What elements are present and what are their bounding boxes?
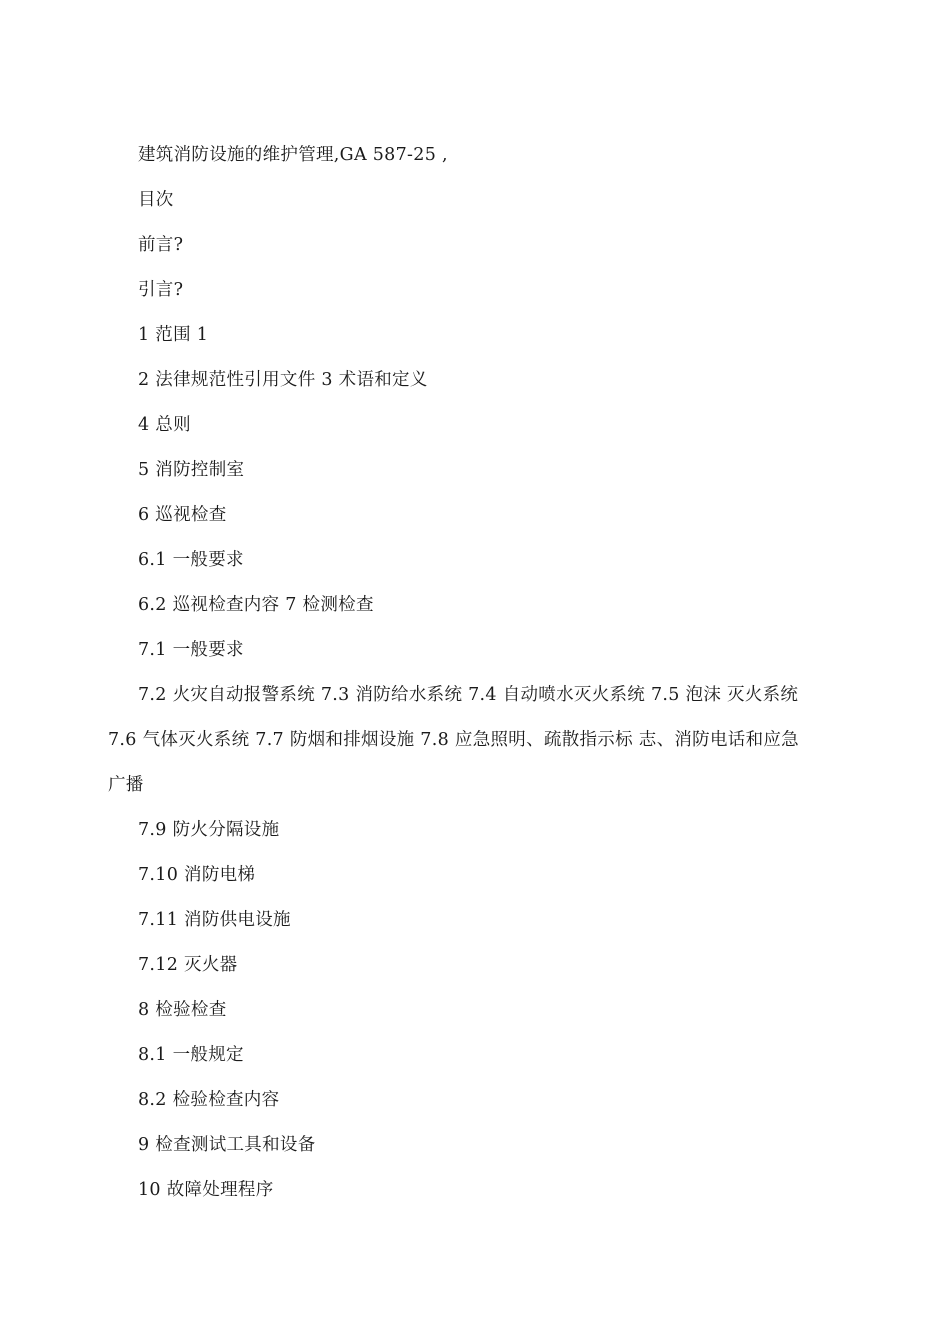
- toc-entry-7-9: 7.9 防火分隔设施: [138, 820, 280, 840]
- toc-entry-introduction: 引言?: [138, 280, 184, 300]
- toc-entry-7-1: 7.1 一般要求: [138, 640, 244, 660]
- toc-entry-4: 4 总则: [138, 415, 191, 435]
- toc-entry-2-3: 2 法律规范性引用文件 3 术语和定义: [138, 370, 428, 390]
- toc-entry-6-1: 6.1 一般要求: [138, 550, 244, 570]
- document-title: 建筑消防设施的维护管理,GA 587-25 ,: [138, 145, 448, 165]
- toc-entry-8-2: 8.2 检验检查内容: [138, 1090, 280, 1110]
- toc-entry-7-11: 7.11 消防供电设施: [138, 910, 291, 930]
- toc-entry-8-1: 8.1 一般规定: [138, 1045, 244, 1065]
- toc-entry-7-6-to-7-8: 7.6 气体灭火系统 7.7 防烟和排烟设施 7.8 应急照明、疏散指示标 志、消防电话和应急: [108, 730, 799, 750]
- toc-entry-7-10: 7.10 消防电梯: [138, 865, 256, 885]
- toc-entry-6: 6 巡视检查: [138, 505, 227, 525]
- toc-entry-8: 8 检验检查: [138, 1000, 227, 1020]
- toc-entry-foreword: 前言?: [138, 235, 184, 255]
- toc-entry-7-8-continued: 广播: [108, 775, 144, 795]
- toc-heading: 目次: [138, 190, 174, 210]
- toc-entry-9: 9 检查测试工具和设备: [138, 1135, 316, 1155]
- toc-entry-6-2-7: 6.2 巡视检查内容 7 检测检查: [138, 595, 374, 615]
- toc-entry-5: 5 消防控制室: [138, 460, 245, 480]
- toc-entry-1: 1 范围 1: [138, 325, 209, 345]
- toc-entry-7-2-to-7-5: 7.2 火灾自动报警系统 7.3 消防给水系统 7.4 自动喷水灭火系统 7.5 泡沫 灭火系统: [138, 685, 799, 705]
- toc-entry-10: 10 故障处理程序: [138, 1180, 274, 1200]
- toc-entry-7-12: 7.12 灭火器: [138, 955, 238, 975]
